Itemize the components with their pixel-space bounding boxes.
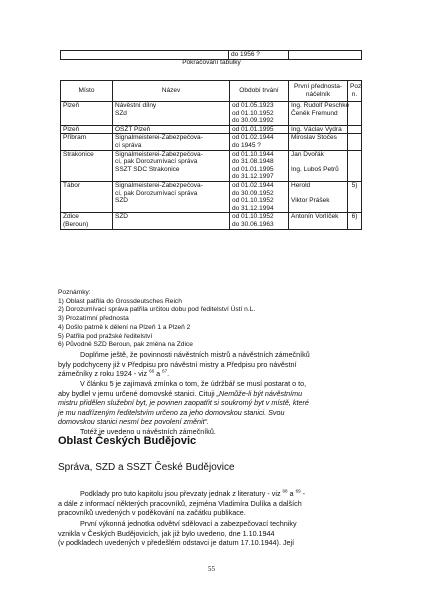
cell-name [113,150,230,181]
table-row [61,134,362,150]
cell-chief [289,181,348,212]
cell-name [113,102,230,126]
para-line: byly podchyceny již v Předpisu pro návěstní mistry a Předpisu pro návěstní [58,359,297,369]
paragraph-4 [58,519,365,548]
para-line: První výkonná jednotka odvětví sdělovací a zabezpečovací techniky [80,519,297,528]
para-line: V článku 5 je zajímavá zmínka o tom, že údržbář se musí postarat o to, [80,379,307,388]
cell-line: od 01.10.1952 [232,213,274,221]
cell-chief [289,150,348,181]
cell-note [348,102,362,126]
cell-chief [289,134,348,150]
cell-line: Miroslav Stočes [291,134,337,142]
cell-place [61,181,113,212]
cell-note [348,181,362,212]
cell-line: Ing. Václav Vydra [291,125,342,133]
para-line: (v podkladech uvedených v předešlém odstavci je datum 17.10.1944). Její [58,538,295,547]
cell-line: do 31.12.1997 [232,173,274,181]
cell-note [348,150,362,181]
cell-line: Ing. Luboš Petrů [291,165,339,173]
note-item: 3) Prozatímní přednosta [58,315,129,323]
note-item: 5) Patřila pod pražské ředitelství [58,332,153,340]
cell-line: od 01.02.1944 [232,134,274,142]
para-line: pracovníků uvedených v poděkování na začátku publikace. [58,508,246,517]
cell-name [113,134,230,150]
quote-text: domovskou stanici nesmí bez povolení změnit“. [58,417,210,426]
cell-line: Plzeň [63,102,80,109]
cell-chief [289,102,348,126]
cell-line: Jan Dvořák [291,150,324,158]
paragraph-2 [58,379,365,436]
table-caption: Pokračování tabulky [182,59,241,66]
table-cell-period: do 1956 ? [229,51,289,60]
para-line: Podklady pro tuto kapitolu jsou převzaty jednak z literatury - viz [80,489,283,498]
paragraph-1 [58,350,365,379]
cell-place [61,102,113,126]
page-number: 55 [208,565,215,573]
table-body [61,102,362,230]
cell-line: Signalmeisterei-Zabezpečova- [115,134,203,142]
cell-line [291,158,345,166]
cell-line [291,190,345,198]
footnote-ref[interactable]: 67 [162,368,168,374]
cell-line [291,205,345,213]
note-item: 1) Oblast patřila do Grossdeutsches Reich [58,297,182,305]
header-period: Období trvání [230,81,289,102]
cell-place [61,213,113,229]
para-text: a [287,489,296,498]
footnote-ref[interactable]: 66 [149,368,155,374]
para-line: Totéž je uvedeno u návěstních zámečníků. [80,426,216,436]
cell-period [230,125,289,134]
note-item: 2) Dorozumívací správa patřila určitou dobu pod ředitelství Ústí n.L. [58,306,256,314]
para-text: a [154,369,163,378]
quote-text: „Nemůže-li být návěstnímu [216,388,303,398]
cell-line: Signalmeisterei-Zabezpečova- [115,150,203,158]
header-name: Název [113,81,230,102]
cell-line: Signalmeisterei-Zabezpečova- [115,181,203,189]
subsection-title: Správa, SZD a SSZT České Budějovice [58,462,235,473]
quote-text: je mu nadřízeným ředitelstvím určeno za jeho domovskou stanici. Svou [58,407,285,417]
cell-line: do 30.06.1963 [232,220,274,228]
paragraph-3 [58,489,365,518]
cell-line: Tábor [63,181,80,189]
para-line: zámečníky z roku 1924 - viz [58,369,150,378]
para-text: - [300,489,305,498]
cell-line: SSZT SDC Strakonice [115,165,180,173]
cell-line: SZD [115,213,128,221]
section-title: Oblast Českých Budějovic [58,435,197,447]
table-row [61,150,362,181]
cell-place [61,134,113,150]
footnote-ref[interactable]: 69 [295,488,301,494]
cell-line: do 1945 ? [232,141,261,149]
cell-place [61,125,113,134]
cell-place [61,150,113,181]
cell-period [230,134,289,150]
cell-line: SZD [115,197,128,205]
cell-line: od 01.05.1923 [232,102,274,109]
cell-note [348,213,362,229]
table-header-row [61,81,362,102]
header-note: Poz n. [348,81,362,102]
cell-line: (Beroun) [63,220,89,228]
cell-period [230,150,289,181]
cell-line: Návěstní dílny [115,102,157,109]
cell-line: Zdice [63,213,79,221]
cell-line: Antonín Vorlíček [291,213,339,221]
cell-chief [289,125,348,134]
notes-block [58,289,255,350]
cell-period [230,181,289,212]
para-line: a dále z informací některých pracovníků, zejména Vladimíra Dulíka a dalších [58,498,302,508]
cell-name [113,125,230,134]
cell-line: cí, pak Dorozumívací správa [115,189,198,197]
cell-note [348,134,362,150]
cell-line: Ing. Rudolf Peschke [291,102,350,109]
cell-line: cí, pak Dorozumívací správa [115,158,198,166]
header-chief: První přednosta-náčelník [289,81,348,102]
cell-line: od 01.10.1952 [232,109,274,117]
cell-line: do 31.08.1948 [232,158,274,166]
para-line: vznikla v Českých Budějovicích, jak již bylo uvedeno, dne 1.10.1944 [58,528,275,538]
quote-text: mistru přidělen služební byt, je povinen zaopatřit si soukromý byt v místě, které [58,398,309,407]
cell-note [348,125,362,134]
cell-line: od 01.10.1944 [232,150,274,158]
table-row [61,213,362,229]
cell-line: Viktor Prášek [291,197,330,205]
cell-line [291,173,345,181]
table-row [61,181,362,212]
cell-line: cí správa [115,141,142,149]
offices-table [60,80,362,230]
note-item: 4) Došlo patrně k dělení na Plzeň 1 a Plzeň 2 [58,323,191,331]
para-line: Doplňme ještě, že povinnosti návěstních mistrů a návěstních zámečníků [80,350,310,359]
cell-period [230,102,289,126]
cell-period [230,213,289,229]
table-row [61,125,362,134]
cell-chief [289,213,348,229]
cell-line: do 31.12.1994 [232,204,274,212]
cell-name [113,181,230,212]
cell-line: od 01.01.1995 [232,125,274,133]
cell-line: SZd [115,109,127,117]
note-item: 6) Původně SZD Beroun, pak změna na Zdice [58,341,193,349]
para-text: . [167,369,170,378]
cell-line: Plzeň [63,125,80,133]
cell-line: od 01.02.1944 [232,181,274,189]
cell-line: od 01.01.1995 [232,165,274,173]
header-place: Místo [61,81,113,102]
cell-line: Strakonice [63,150,94,158]
para-line: aby bydlel v jemu určené domovské stanici. Cituji [58,388,217,398]
cell-line: Příbram [63,134,87,142]
cell-line: 6) [351,213,358,221]
footnote-ref[interactable]: 68 [282,488,288,494]
cell-name [113,213,230,229]
cell-line: 5) [351,181,358,189]
cell-line: do 30.09.1992 [232,117,274,125]
table-row [61,102,362,126]
cell-line: do 30.09.1952 [232,189,274,197]
notes-title: Poznámky: [58,289,91,296]
cell-line: od 01.10.1952 [232,197,274,205]
cell-line: Čeněk Fremund [291,109,338,117]
cell-line: OSŽT Plzeň [115,125,151,133]
cell-line: Herold [291,181,311,189]
